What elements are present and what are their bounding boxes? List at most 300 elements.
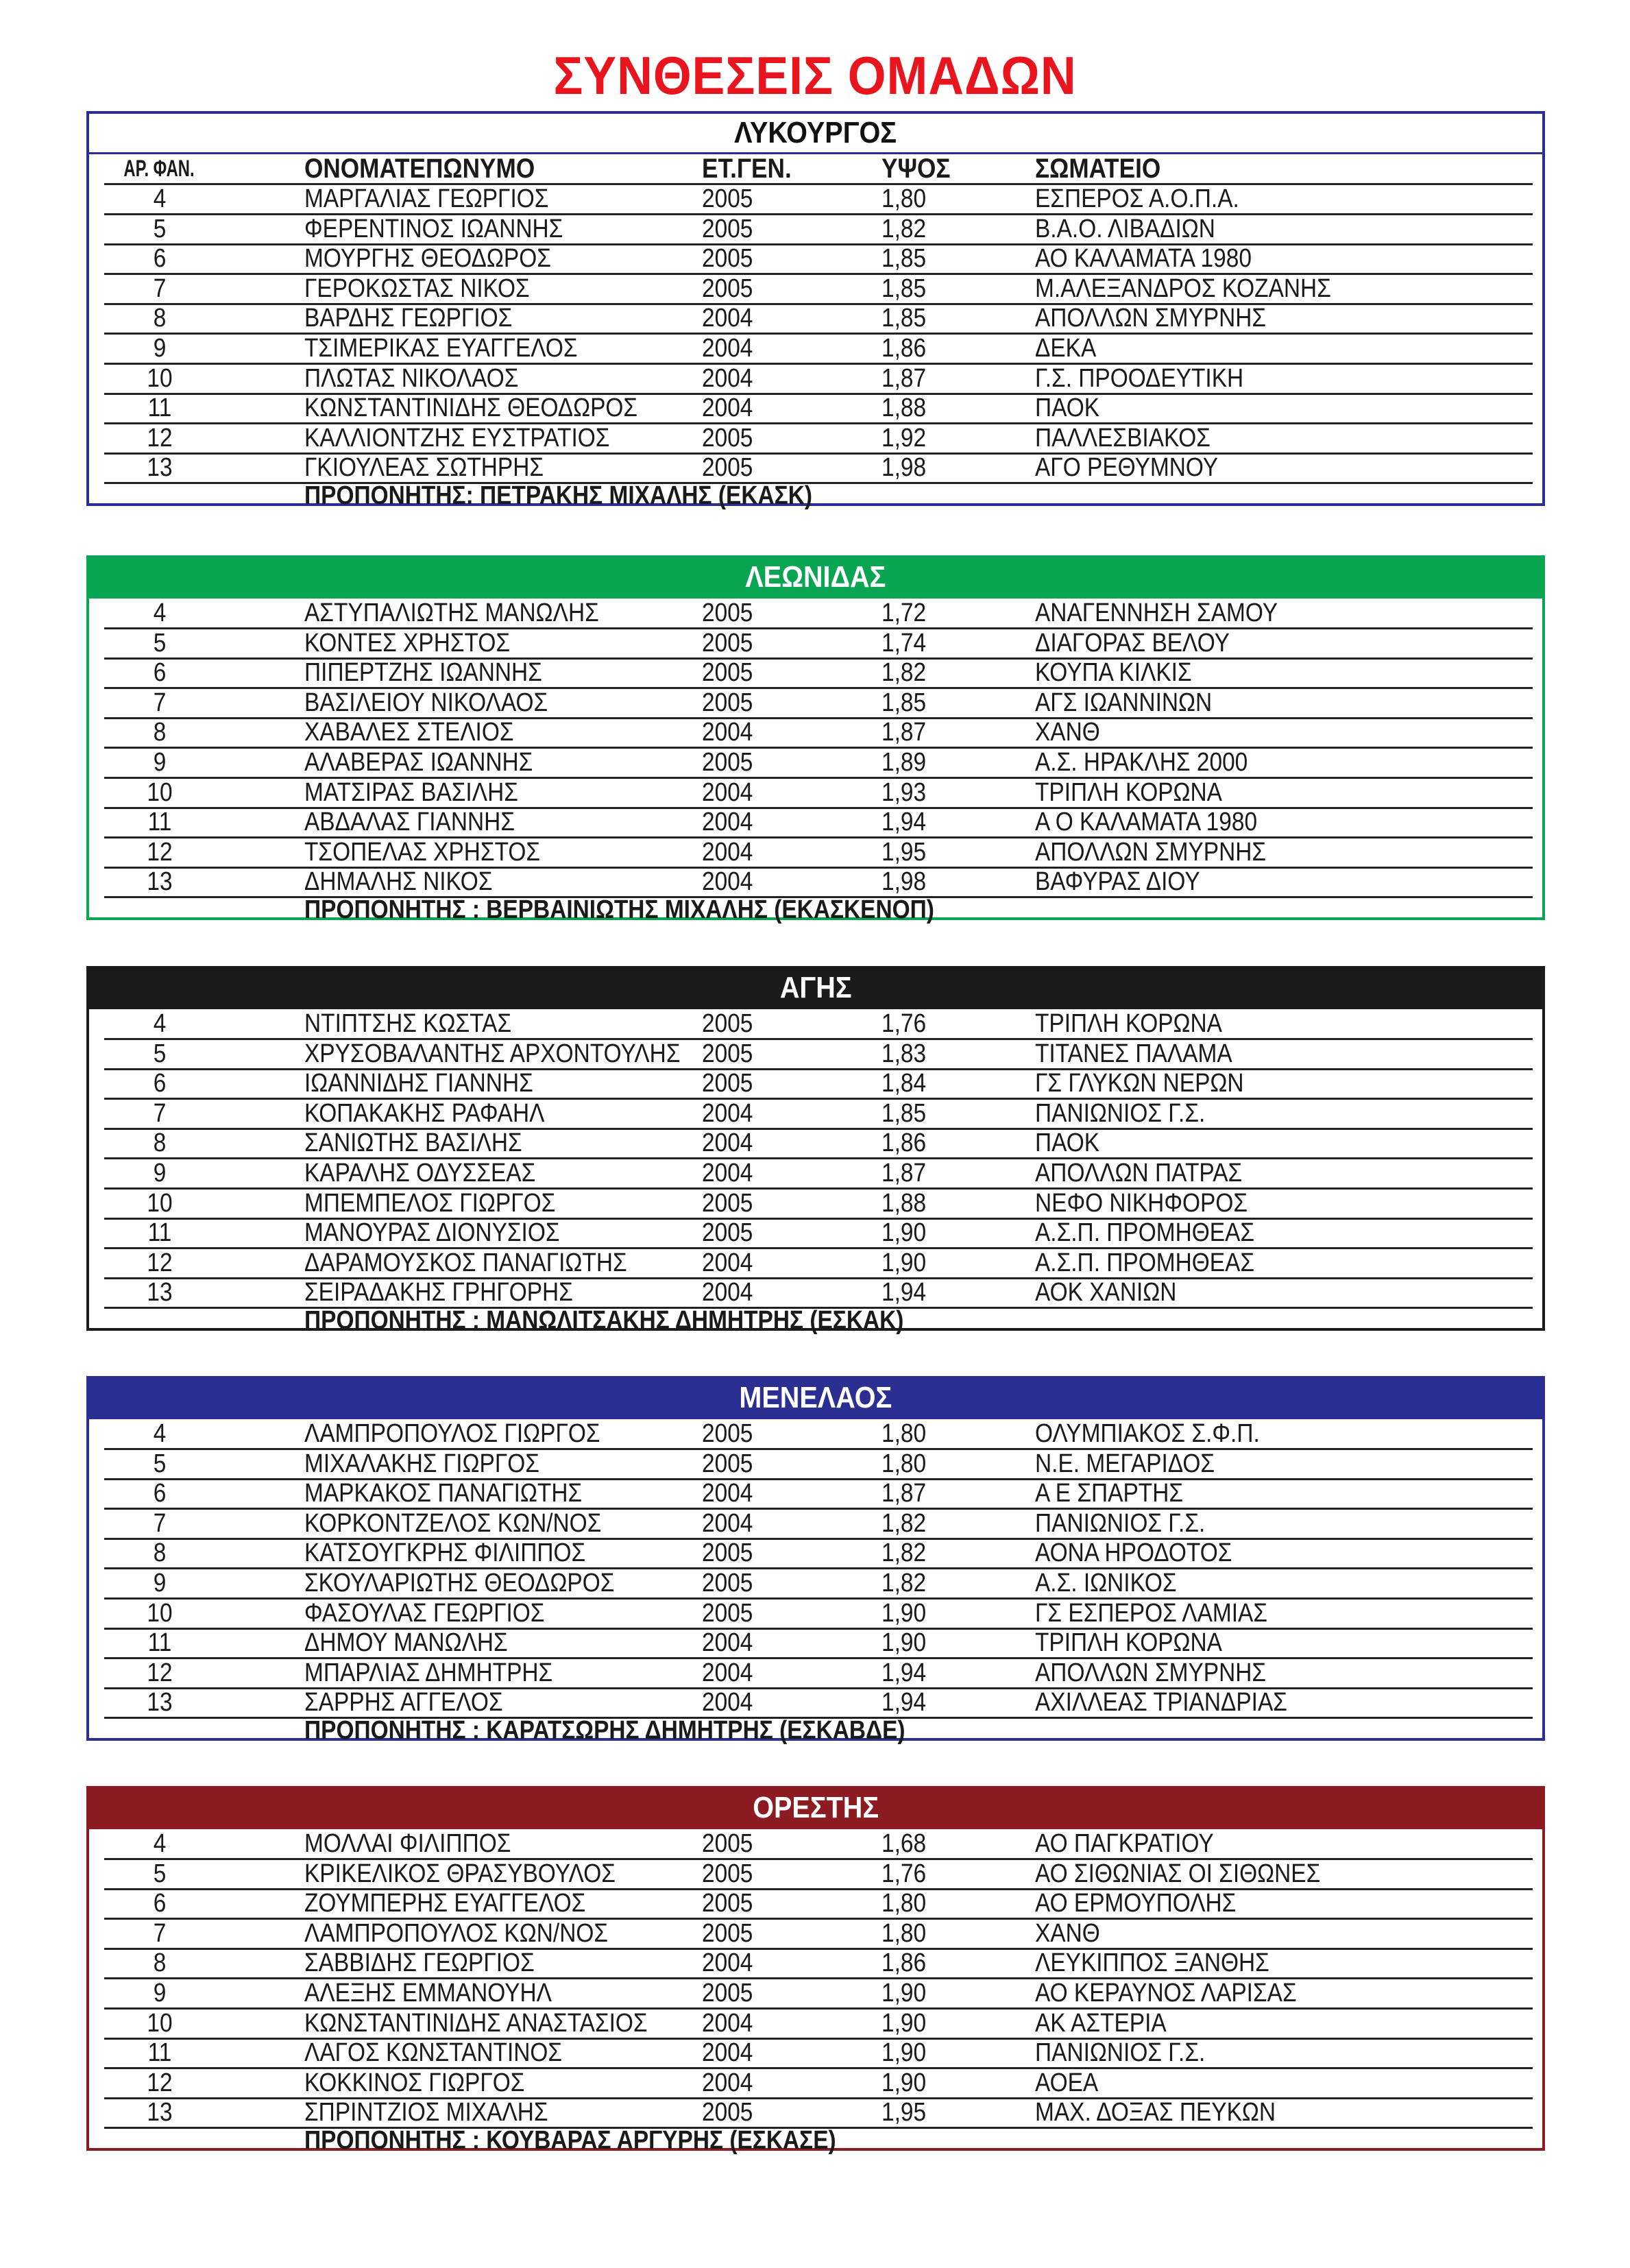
- page-title: ΣΥΝΘΕΣΕΙΣ ΟΜΑΔΩΝ: [553, 45, 1077, 106]
- player-row: [104, 1627, 1533, 1659]
- player-name: ΚΑΡΑΛΗΣ ΟΔΥΣΣΕΑΣ: [304, 1159, 536, 1187]
- player-row: [104, 1067, 1533, 1100]
- player-no: 7: [153, 1918, 167, 1948]
- player-no: 11: [147, 1628, 172, 1658]
- player-club: ΑΟ ΚΑΛΑΜΑΤΑ 1980: [1035, 244, 1252, 274]
- player-year: 2004: [702, 1278, 753, 1307]
- player-year: 2005: [702, 1069, 753, 1098]
- player-no: 9: [153, 1159, 167, 1187]
- player-club: ΠΑΟΚ: [1035, 394, 1100, 423]
- player-no: 12: [147, 837, 173, 867]
- team-name: ΜΕΝΕΛΑΟΣ: [89, 1379, 1542, 1419]
- player-height: 1,92: [881, 423, 927, 453]
- player-no: 13: [147, 1688, 173, 1717]
- player-row: [104, 213, 1533, 245]
- player-no: 4: [153, 1419, 167, 1448]
- player-no: 13: [147, 2098, 173, 2127]
- player-height: 1,87: [881, 718, 927, 747]
- player-height: 1,80: [881, 1449, 927, 1478]
- player-club: Γ.Σ. ΠΡΟΟΔΕΥΤΙΚΗ: [1035, 363, 1244, 393]
- player-height: 1,90: [881, 1248, 927, 1277]
- player-no: 5: [153, 1859, 167, 1888]
- player-no: 13: [147, 867, 173, 897]
- player-no: 4: [153, 599, 167, 627]
- player-year: 2004: [702, 334, 753, 363]
- player-height: 1,94: [881, 1278, 927, 1307]
- player-name: ΜΠΑΡΛΙΑΣ ΔΗΜΗΤΡΗΣ: [304, 1658, 553, 1687]
- player-no: 11: [147, 808, 172, 837]
- player-club: ΛΕΥΚΙΠΠΟΣ ΞΑΝΘΗΣ: [1035, 1949, 1269, 1978]
- player-row: [104, 1277, 1533, 1309]
- player-height: 1,84: [881, 1069, 927, 1098]
- player-name: ΔΗΜΑΛΗΣ ΝΙΚΟΣ: [304, 867, 493, 897]
- player-height: 1,76: [881, 1009, 927, 1038]
- player-club: ΑΓΟ ΡΕΘΥΜΝΟΥ: [1035, 453, 1219, 483]
- team-block: [86, 111, 1545, 510]
- player-row: [104, 333, 1533, 365]
- player-club: ΠΑΛΛΕΣΒΙΑΚΟΣ: [1035, 423, 1211, 453]
- player-name: ΑΒΔΑΛΑΣ ΓΙΑΝΝΗΣ: [304, 808, 515, 837]
- player-height: 1,90: [881, 2038, 927, 2068]
- player-row: [104, 243, 1533, 275]
- player-year: 2005: [702, 184, 753, 213]
- player-row: [104, 1977, 1533, 2010]
- player-row: [104, 302, 1533, 335]
- player-height: 1,80: [881, 184, 927, 213]
- player-row: [104, 866, 1533, 898]
- player-club: Α Ο ΚΑΛΑΜΑΤΑ 1980: [1035, 808, 1258, 837]
- player-height: 1,83: [881, 1039, 927, 1068]
- player-row: [104, 716, 1533, 749]
- player-no: 8: [153, 1129, 167, 1158]
- player-name: ΜΑΤΣΙΡΑΣ ΒΑΣΙΛΗΣ: [304, 777, 518, 807]
- player-name: ΑΣΤΥΠΑΛΙΩΤΗΣ ΜΑΝΩΛΗΣ: [304, 599, 599, 627]
- player-no: 11: [147, 1218, 172, 1248]
- team-name: ΑΓΗΣ: [89, 969, 1542, 1009]
- player-year: 2005: [702, 1859, 753, 1888]
- player-height: 1,82: [881, 1508, 927, 1538]
- player-no: 11: [147, 2038, 172, 2068]
- player-name: ΣΚΟΥΛΑΡΙΩΤΗΣ ΘΕΟΔΩΡΟΣ: [304, 1569, 615, 1597]
- player-name: ΚΩΝΣΤΑΝΤΙΝΙΔΗΣ ΘΕΟΔΩΡΟΣ: [304, 394, 638, 423]
- player-club: Ν.Ε. ΜΕΓΑΡΙΔΟΣ: [1035, 1449, 1215, 1478]
- player-year: 2004: [702, 1159, 753, 1187]
- player-year: 2005: [702, 688, 753, 717]
- coach-line: ΠΡΟΠΟΝΗΤΗΣ : ΚΟΥΒΑΡΑΣ ΑΡΓΥΡΗΣ (ΕΣΚΑΣΕ): [304, 2126, 836, 2155]
- player-year: 2005: [702, 1188, 753, 1218]
- player-row: [104, 2067, 1533, 2099]
- player-no: 9: [153, 1979, 167, 2007]
- player-name: ΤΣΟΠΕΛΑΣ ΧΡΗΣΤΟΣ: [304, 837, 541, 867]
- column-header-year: ΕΤ.ΓΕΝ.: [702, 154, 792, 184]
- player-no: 12: [147, 1248, 173, 1277]
- coach-line: ΠΡΟΠΟΝΗΤΗΣ : ΒΕΡΒΑΙΝΙΩΤΗΣ ΜΙΧΑΛΗΣ (ΕΚΑΣΚΕΝΟΠ): [304, 895, 934, 924]
- player-name: ΜΟΥΡΓΗΣ ΘΕΟΔΩΡΟΣ: [304, 244, 551, 274]
- column-header-name: ΟΝΟΜΑΤΕΠΩΝΥΜΟ: [304, 154, 535, 184]
- player-row: [104, 1918, 1533, 1950]
- player-height: 1,82: [881, 658, 927, 688]
- player-no: 10: [147, 2008, 173, 2038]
- player-height: 1,94: [881, 808, 927, 837]
- player-row: [104, 1217, 1533, 1249]
- player-row: [104, 597, 1533, 629]
- player-year: 2005: [702, 1539, 753, 1568]
- player-no: 8: [153, 1949, 167, 1978]
- player-club: ΑΟΝΑ ΗΡΟΔΟΤΟΣ: [1035, 1539, 1232, 1568]
- player-club: ΑΟ ΣΙΘΩΝΙΑΣ ΟΙ ΣΙΘΩΝΕΣ: [1035, 1859, 1321, 1888]
- player-height: 1,90: [881, 2068, 927, 2097]
- player-club: ΑΠΟΛΛΩΝ ΠΑΤΡΑΣ: [1035, 1159, 1243, 1187]
- player-club: ΧΑΝΘ: [1035, 718, 1100, 747]
- player-row: [104, 1567, 1533, 1600]
- player-year: 2004: [702, 1658, 753, 1687]
- player-row: [104, 1508, 1533, 1540]
- player-club: ΔΕΚΑ: [1035, 334, 1097, 363]
- player-club: ΑΟΕΑ: [1035, 2068, 1099, 2097]
- player-year: 2004: [702, 867, 753, 897]
- player-year: 2005: [702, 1889, 753, 1918]
- player-height: 1,82: [881, 214, 927, 243]
- player-height: 1,80: [881, 1889, 927, 1918]
- column-header-row: [104, 153, 1533, 185]
- player-club: Α.Σ. ΗΡΑΚΛΗΣ 2000: [1035, 748, 1248, 777]
- player-no: 6: [153, 1889, 167, 1918]
- player-height: 1,98: [881, 453, 927, 483]
- player-club: ΚΟΥΠΑ ΚΙΛΚΙΣ: [1035, 658, 1192, 688]
- player-no: 5: [153, 214, 167, 243]
- player-no: 12: [147, 2068, 173, 2097]
- player-name: ΣΑΝΙΩΤΗΣ ΒΑΣΙΛΗΣ: [304, 1129, 522, 1158]
- player-row: [104, 1828, 1533, 1860]
- player-club: ΤΙΤΑΝΕΣ ΠΑΛΑΜΑ: [1035, 1039, 1232, 1068]
- player-name: ΦΑΣΟΥΛΑΣ ΓΕΩΡΓΙΟΣ: [304, 1598, 545, 1628]
- player-height: 1,93: [881, 777, 927, 807]
- player-height: 1,86: [881, 1949, 927, 1978]
- player-name: ΧΑΒΑΛΕΣ ΣΤΕΛΙΟΣ: [304, 718, 514, 747]
- player-year: 2004: [702, 2068, 753, 2097]
- player-no: 6: [153, 658, 167, 688]
- player-year: 2005: [702, 599, 753, 627]
- player-no: 10: [147, 1188, 173, 1218]
- column-header-height: ΥΨΟΣ: [881, 154, 951, 184]
- player-row: [104, 1418, 1533, 1450]
- player-no: 5: [153, 1449, 167, 1478]
- player-row: [104, 1858, 1533, 1890]
- team-name: ΛΥΚΟΥΡΓΟΣ: [89, 114, 1542, 154]
- player-no: 10: [147, 1598, 173, 1628]
- team-block: [86, 966, 1545, 1335]
- player-year: 2005: [702, 1218, 753, 1248]
- player-year: 2004: [702, 808, 753, 837]
- player-year: 2005: [702, 423, 753, 453]
- player-club: ΓΣ ΓΛΥΚΩΝ ΝΕΡΩΝ: [1035, 1069, 1244, 1098]
- player-row: [104, 1247, 1533, 1279]
- player-height: 1,90: [881, 1598, 927, 1628]
- player-name: ΦΕΡΕΝΤΙΝΟΣ ΙΩΑΝΝΗΣ: [304, 214, 563, 243]
- player-row: [104, 2097, 1533, 2129]
- player-row: [104, 657, 1533, 689]
- player-name: ΜΠΕΜΠΕΛΟΣ ΓΙΩΡΓΟΣ: [304, 1188, 556, 1218]
- player-club: ΟΛΥΜΠΙΑΚΟΣ Σ.Φ.Π.: [1035, 1419, 1260, 1448]
- player-name: ΚΟΡΚΟΝΤΖΕΛΟΣ ΚΩΝ/ΝΟΣ: [304, 1508, 602, 1538]
- player-name: ΚΑΛΛΙΟΝΤΖΗΣ ΕΥΣΤΡΑΤΙΟΣ: [304, 423, 610, 453]
- player-row: [104, 1187, 1533, 1220]
- player-height: 1,86: [881, 334, 927, 363]
- player-club: ΠΑΟΚ: [1035, 1129, 1100, 1158]
- player-row: [104, 452, 1533, 484]
- player-height: 1,95: [881, 2098, 927, 2127]
- player-row: [104, 2037, 1533, 2069]
- team-block: [86, 555, 1545, 924]
- player-height: 1,68: [881, 1829, 927, 1858]
- player-row: [104, 777, 1533, 809]
- player-year: 2004: [702, 1479, 753, 1508]
- player-name: ΤΣΙΜΕΡΙΚΑΣ ΕΥΑΓΓΕΛΟΣ: [304, 334, 578, 363]
- player-height: 1,87: [881, 363, 927, 393]
- player-height: 1,74: [881, 628, 927, 658]
- player-no: 12: [147, 423, 173, 453]
- player-row: [104, 2007, 1533, 2040]
- player-year: 2004: [702, 1129, 753, 1158]
- player-no: 9: [153, 334, 167, 363]
- player-club: ΑΠΟΛΛΩΝ ΣΜΥΡΝΗΣ: [1035, 304, 1267, 333]
- player-club: ΑΝΑΓΕΝΝΗΣΗ ΣΑΜΟΥ: [1035, 599, 1278, 627]
- player-row: [104, 1597, 1533, 1630]
- player-name: ΜΙΧΑΛΑΚΗΣ ΓΙΩΡΓΟΣ: [304, 1449, 539, 1478]
- player-no: 4: [153, 1829, 167, 1858]
- player-year: 2005: [702, 1918, 753, 1948]
- player-year: 2004: [702, 718, 753, 747]
- player-height: 1,80: [881, 1419, 927, 1448]
- player-year: 2004: [702, 394, 753, 423]
- player-height: 1,85: [881, 274, 927, 303]
- player-height: 1,85: [881, 688, 927, 717]
- player-height: 1,88: [881, 1188, 927, 1218]
- player-height: 1,87: [881, 1479, 927, 1508]
- player-no: 5: [153, 1039, 167, 1068]
- player-club: Α Ε ΣΠΑΡΤΗΣ: [1035, 1479, 1184, 1508]
- player-no: 13: [147, 1278, 173, 1307]
- player-club: ΒΑΦΥΡΑΣ ΔΙΟΥ: [1035, 867, 1200, 897]
- player-height: 1,94: [881, 1688, 927, 1717]
- player-club: ΑΟ ΚΕΡΑΥΝΟΣ ΛΑΡΙΣΑΣ: [1035, 1979, 1297, 2007]
- player-club: Β.Α.Ο. ΛΙΒΑΔΙΩΝ: [1035, 214, 1215, 243]
- player-name: ΣΕΙΡΑΔΑΚΗΣ ΓΡΗΓΟΡΗΣ: [304, 1278, 573, 1307]
- player-name: ΚΩΝΣΤΑΝΤΙΝΙΔΗΣ ΑΝΑΣΤΑΣΙΟΣ: [304, 2008, 648, 2038]
- player-year: 2005: [702, 1039, 753, 1068]
- player-name: ΧΡΥΣΟΒΑΛΑΝΤΗΣ ΑΡΧΟΝΤΟΥΛΗΣ: [304, 1039, 681, 1068]
- player-name: ΜΑΡΓΑΛΙΑΣ ΓΕΩΡΓΙΟΣ: [304, 184, 549, 213]
- player-club: Α.Σ.Π. ΠΡΟΜΗΘΕΑΣ: [1035, 1218, 1255, 1248]
- player-club: ΤΡΙΠΛΗ ΚΟΡΩΝΑ: [1035, 777, 1222, 807]
- player-name: ΓΕΡΟΚΩΣΤΑΣ ΝΙΚΟΣ: [304, 274, 530, 303]
- player-name: ΑΛΕΞΗΣ ΕΜΜΑΝΟΥΗΛ: [304, 1979, 552, 2007]
- player-club: ΑΓΣ ΙΩΑΝΝΙΝΩΝ: [1035, 688, 1213, 717]
- player-name: ΖΟΥΜΠΕΡΗΣ ΕΥΑΓΓΕΛΟΣ: [304, 1889, 586, 1918]
- player-row: [104, 1157, 1533, 1190]
- player-year: 2004: [702, 1628, 753, 1658]
- player-height: 1,95: [881, 837, 927, 867]
- player-height: 1,85: [881, 244, 927, 274]
- player-no: 9: [153, 748, 167, 777]
- player-name: ΓΚΙΟΥΛΕΑΣ ΣΩΤΗΡΗΣ: [304, 453, 544, 483]
- player-row: [104, 1127, 1533, 1159]
- player-club: ΑΟ ΕΡΜΟΥΠΟΛΗΣ: [1035, 1889, 1237, 1918]
- player-no: 10: [147, 363, 173, 393]
- player-row: [104, 1008, 1533, 1040]
- player-no: 7: [153, 1098, 167, 1128]
- player-row: [104, 1477, 1533, 1510]
- team-block: [86, 1786, 1545, 2155]
- player-name: ΒΑΡΔΗΣ ΓΕΩΡΓΙΟΣ: [304, 304, 513, 333]
- player-height: 1,85: [881, 304, 927, 333]
- player-row: [104, 273, 1533, 305]
- player-name: ΚΡΙΚΕΛΙΚΟΣ ΘΡΑΣΥΒΟΥΛΟΣ: [304, 1859, 616, 1888]
- player-row: [104, 392, 1533, 424]
- player-no: 7: [153, 1508, 167, 1538]
- player-no: 9: [153, 1569, 167, 1597]
- player-row: [104, 1947, 1533, 1979]
- team-name: ΛΕΩΝΙΔΑΣ: [89, 558, 1542, 599]
- player-row: [104, 627, 1533, 660]
- player-no: 7: [153, 274, 167, 303]
- player-club: ΑΠΟΛΛΩΝ ΣΜΥΡΝΗΣ: [1035, 837, 1267, 867]
- player-year: 2004: [702, 1949, 753, 1978]
- player-year: 2005: [702, 453, 753, 483]
- column-header-club: ΣΩΜΑΤΕΙΟ: [1035, 154, 1161, 184]
- player-year: 2004: [702, 777, 753, 807]
- player-name: ΝΤΙΠΤΣΗΣ ΚΩΣΤΑΣ: [304, 1009, 512, 1038]
- player-row: [104, 422, 1533, 455]
- player-no: 8: [153, 304, 167, 333]
- player-no: 8: [153, 718, 167, 747]
- player-no: 6: [153, 244, 167, 274]
- player-row: [104, 1687, 1533, 1719]
- player-year: 2005: [702, 748, 753, 777]
- player-no: 10: [147, 777, 173, 807]
- player-year: 2004: [702, 1248, 753, 1277]
- player-name: ΑΛΑΒΕΡΑΣ ΙΩΑΝΝΗΣ: [304, 748, 533, 777]
- coach-line: ΠΡΟΠΟΝΗΤΗΣ : ΜΑΝΩΛΙΤΣΑΚΗΣ ΔΗΜΗΤΡΗΣ (ΕΣΚΑΚ): [304, 1306, 904, 1335]
- player-year: 2005: [702, 1598, 753, 1628]
- player-height: 1,90: [881, 1979, 927, 2007]
- player-height: 1,82: [881, 1539, 927, 1568]
- player-club: ΑΟΚ ΧΑΝΙΩΝ: [1035, 1278, 1177, 1307]
- player-row: [104, 836, 1533, 869]
- player-name: ΜΑΝΟΥΡΑΣ ΔΙΟΝΥΣΙΟΣ: [304, 1218, 560, 1248]
- player-row: [104, 183, 1533, 215]
- player-year: 2005: [702, 1449, 753, 1478]
- player-name: ΣΑΒΒΙΔΗΣ ΓΕΩΡΓΙΟΣ: [304, 1949, 535, 1978]
- player-row: [104, 1887, 1533, 1920]
- player-name: ΛΑΓΟΣ ΚΩΝΣΤΑΝΤΙΝΟΣ: [304, 2038, 563, 2068]
- player-row: [104, 1098, 1533, 1130]
- player-height: 1,80: [881, 1918, 927, 1948]
- player-name: ΚΑΤΣΟΥΓΚΡΗΣ ΦΙΛΙΠΠΟΣ: [304, 1539, 586, 1568]
- player-height: 1,90: [881, 1628, 927, 1658]
- player-club: ΜΑΧ. ΔΟΞΑΣ ΠΕΥΚΩΝ: [1035, 2098, 1276, 2127]
- player-no: 8: [153, 1539, 167, 1568]
- player-year: 2004: [702, 1508, 753, 1538]
- player-row: [104, 687, 1533, 719]
- column-header-no: ΑΡ. ΦΑΝ.: [123, 156, 195, 182]
- player-club: ΧΑΝΘ: [1035, 1918, 1100, 1948]
- player-year: 2005: [702, 244, 753, 274]
- player-no: 12: [147, 1658, 173, 1687]
- player-club: ΑΟ ΠΑΓΚΡΑΤΙΟΥ: [1035, 1829, 1214, 1858]
- player-row: [104, 363, 1533, 395]
- player-height: 1,87: [881, 1159, 927, 1187]
- player-no: 11: [147, 394, 172, 423]
- coach-line: ΠΡΟΠΟΝΗΤΗΣ : ΚΑΡΑΤΣΩΡΗΣ ΔΗΜΗΤΡΗΣ (ΕΣΚΑΒΔΕ): [304, 1716, 905, 1745]
- player-height: 1,98: [881, 867, 927, 897]
- team-name: ΟΡΕΣΤΗΣ: [89, 1789, 1542, 1829]
- player-club: ΕΣΠΕΡΟΣ Α.Ο.Π.Α.: [1035, 184, 1239, 213]
- player-club: ΤΡΙΠΛΗ ΚΟΡΩΝΑ: [1035, 1628, 1222, 1658]
- player-height: 1,76: [881, 1859, 927, 1888]
- player-row: [104, 747, 1533, 779]
- player-name: ΛΑΜΠΡΟΠΟΥΛΟΣ ΚΩΝ/ΝΟΣ: [304, 1918, 609, 1948]
- player-name: ΙΩΑΝΝΙΔΗΣ ΓΙΑΝΝΗΣ: [304, 1069, 533, 1098]
- player-club: ΑΚ ΑΣΤΕΡΙΑ: [1035, 2008, 1167, 2038]
- team-block: [86, 1376, 1545, 1745]
- player-no: 7: [153, 688, 167, 717]
- player-name: ΛΑΜΠΡΟΠΟΥΛΟΣ ΓΙΩΡΓΟΣ: [304, 1419, 600, 1448]
- player-name: ΒΑΣΙΛΕΙΟΥ ΝΙΚΟΛΑΟΣ: [304, 688, 548, 717]
- player-name: ΣΠΡΙΝΤΖΙΟΣ ΜΙΧΑΛΗΣ: [304, 2098, 548, 2127]
- player-year: 2005: [702, 214, 753, 243]
- player-height: 1,89: [881, 748, 927, 777]
- player-height: 1,90: [881, 2008, 927, 2038]
- player-name: ΚΟΠΑΚΑΚΗΣ ΡΑΦΑΗΛ: [304, 1098, 545, 1128]
- player-club: ΑΧΙΛΛΕΑΣ ΤΡΙΑΝΔΡΙΑΣ: [1035, 1688, 1287, 1717]
- player-height: 1,86: [881, 1129, 927, 1158]
- player-club: ΠΑΝΙΩΝΙΟΣ Γ.Σ.: [1035, 1098, 1206, 1128]
- player-year: 2005: [702, 2098, 753, 2127]
- player-name: ΠΛΩΤΑΣ ΝΙΚΟΛΑΟΣ: [304, 363, 519, 393]
- player-name: ΜΟΛΛΑΙ ΦΙΛΙΠΠΟΣ: [304, 1829, 511, 1858]
- player-club: Μ.ΑΛΕΞΑΝΔΡΟΣ ΚΟΖΑΝΗΣ: [1035, 274, 1331, 303]
- player-height: 1,90: [881, 1218, 927, 1248]
- player-name: ΠΙΠΕΡΤΖΗΣ ΙΩΑΝΝΗΣ: [304, 658, 542, 688]
- player-height: 1,85: [881, 1098, 927, 1128]
- player-no: 6: [153, 1069, 167, 1098]
- player-row: [104, 1537, 1533, 1569]
- player-year: 2004: [702, 1098, 753, 1128]
- player-year: 2004: [702, 1688, 753, 1717]
- player-year: 2005: [702, 628, 753, 658]
- player-no: 5: [153, 628, 167, 658]
- player-year: 2004: [702, 304, 753, 333]
- player-no: 4: [153, 1009, 167, 1038]
- player-club: ΔΙΑΓΟΡΑΣ ΒΕΛΟΥ: [1035, 628, 1230, 658]
- player-year: 2004: [702, 2038, 753, 2068]
- coach-line: ΠΡΟΠΟΝΗΤΗΣ: ΠΕΤΡΑΚΗΣ ΜΙΧΑΛΗΣ (ΕΚΑΣΚ): [304, 481, 813, 510]
- player-no: 6: [153, 1479, 167, 1508]
- player-year: 2005: [702, 1569, 753, 1597]
- player-row: [104, 1448, 1533, 1480]
- player-year: 2005: [702, 1979, 753, 2007]
- player-row: [104, 1657, 1533, 1689]
- player-year: 2004: [702, 363, 753, 393]
- player-club: ΝΕΦΟ ΝΙΚΗΦΟΡΟΣ: [1035, 1188, 1248, 1218]
- player-height: 1,72: [881, 599, 927, 627]
- player-height: 1,88: [881, 394, 927, 423]
- player-year: 2005: [702, 1829, 753, 1858]
- player-name: ΜΑΡΚΑΚΟΣ ΠΑΝΑΓΙΩΤΗΣ: [304, 1479, 583, 1508]
- player-club: ΤΡΙΠΛΗ ΚΟΡΩΝΑ: [1035, 1009, 1222, 1038]
- player-name: ΔΗΜΟΥ ΜΑΝΩΛΗΣ: [304, 1628, 508, 1658]
